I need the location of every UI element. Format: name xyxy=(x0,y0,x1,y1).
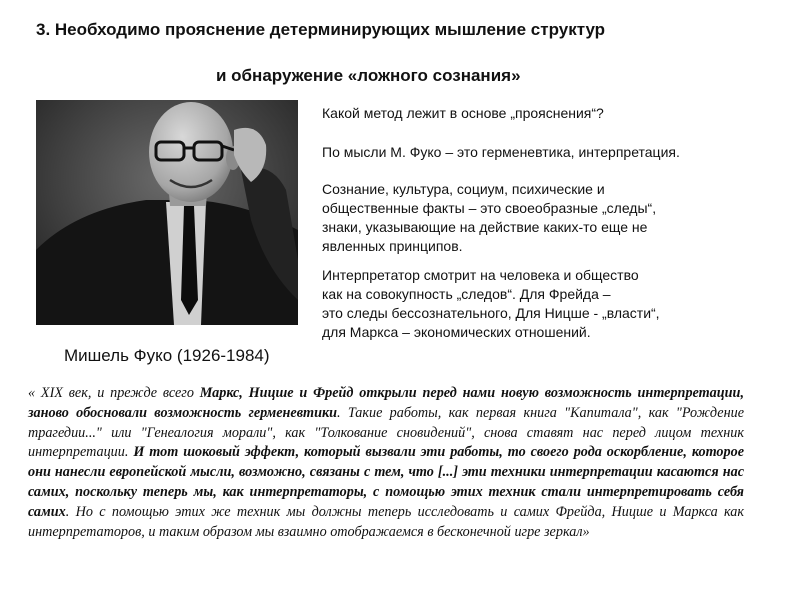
text-line: Сознание, культура, социум, психические и xyxy=(322,181,605,197)
text-line: явленных принципов. xyxy=(322,238,463,254)
quote-emphasis: И тот шоковый эффект, который вызвали эти работы, то своего рода оскорбление, которое они нанесли европейской мысли, возможно, связаны с тем, что [...] эти техники интерпретации касаются нас самих, поскольку теперь мы, как интерпретаторы, с помощью этих техник стали интерпретировать себя самих xyxy=(28,444,744,520)
text-line: знаки, указывающие на действие каких-то еще не xyxy=(322,219,648,235)
slide-title-line2: и обнаружение «ложного сознания» xyxy=(216,66,521,85)
text-line: Интерпретатор смотрит на человека и общество xyxy=(322,267,639,283)
quote-segment: « XIX век, и прежде всего xyxy=(28,385,200,401)
method-answer: По мысли М. Фуко – это герменевтика, интерпретация. xyxy=(322,144,680,160)
portrait-photo xyxy=(36,100,298,325)
text-line: как на совокупность „следов“. Для Фрейда – xyxy=(322,286,611,302)
method-question: Какой метод лежит в основе „прояснения“? xyxy=(322,105,604,121)
photo-caption: Мишель Фуко (1926-1984) xyxy=(64,346,270,365)
slide-title-line1: 3. Необходимо прояснение детерминирующих мышление структур xyxy=(36,20,606,39)
foucault-quote xyxy=(28,384,744,542)
quote-emphasis: Маркс, Ницше и Фрейд открыли перед нами новую возможность интерпретации, заново обосновали возможность герменевтики xyxy=(28,385,744,421)
traces-paragraph xyxy=(322,180,762,256)
interpreter-paragraph xyxy=(322,266,762,342)
portrait-photo-icon xyxy=(36,100,298,325)
quote-segment: . Такие работы, как первая книга "Капитала", как "Рождение трагедии..." или "Генеалогия морали", как "Толкование сновидений", снова ставят нас перед лицом техник интерпретации. xyxy=(28,404,745,461)
text-line: общественные факты – это своеобразные „следы“, xyxy=(322,200,657,216)
text-line: это следы бессознательного, Для Ницше - „власти“, xyxy=(322,305,660,321)
quote-segment: . Но с помощью этих же техник мы должны теперь исследовать и самих Фрейда, Ницше и Маркса как интерпретаторов, и таким образом мы взаимно отображаемся в бесконечной игре зеркал» xyxy=(28,503,744,540)
text-line: для Маркса – экономических отношений. xyxy=(322,324,591,340)
